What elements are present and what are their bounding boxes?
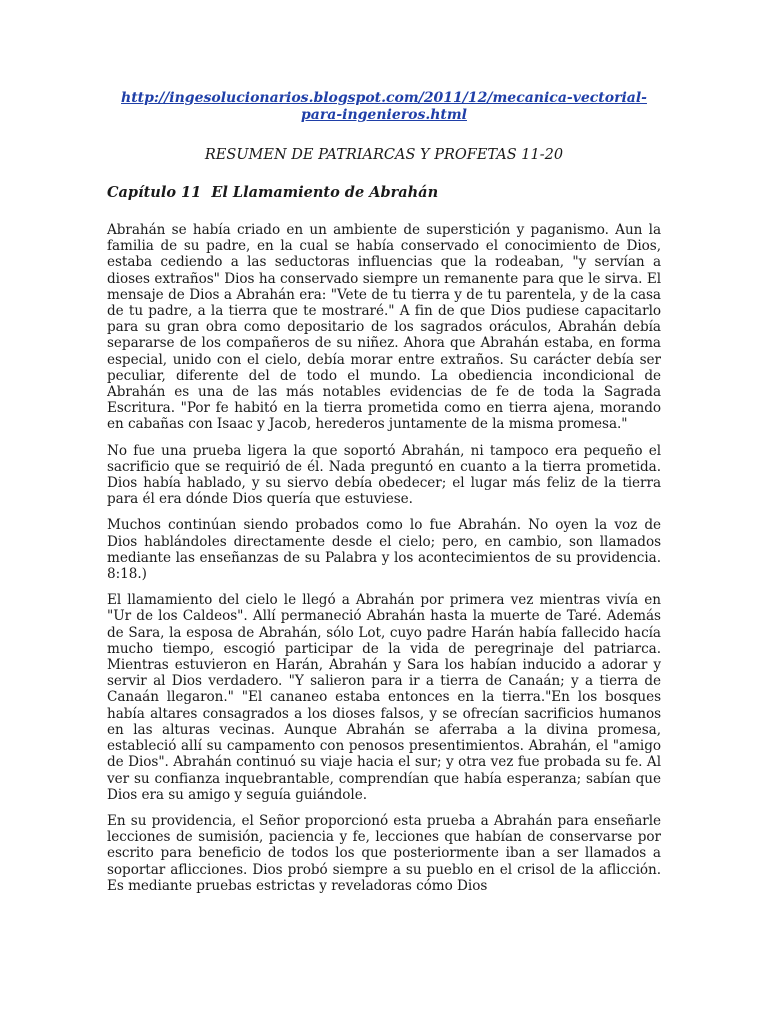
paragraph-1: Abrahán se había criado en un ambiente de superstición y paganismo. Aun la familia de su padre, en la cual se había conservado el conocimiento de Dios, estaba cediendo a las seductoras influencias que la rodeaban, "y servían a dioses extraños" Dios ha conservado siempre un remanente para que le sirva. El mensaje de Dios a Abrahán era: "Vete de tu tierra y de tu parentela, y de la casa de tu padre, a la tierra que te mostraré." A fin de que Dios pudiese capacitarlo para su gran obra como depositario de los sagrados oráculos, Abrahán debía separarse de los compañeros de su niñez. Ahora que Abrahán estaba, en forma especial, unido con el cielo, debía morar entre extraños. Su carácter debía ser peculiar, diferente del de todo el mundo. La obediencia incondicional de Abrahán es una de las más notables evidencias de fe de toda la Sagrada Escritura. "Por fe habitó en la tierra prometida como en tierra ajena, morando en cabañas con Isaac y Jacob, herederos juntamente de la misma promesa." [107,222,661,433]
summary-title: RESUMEN DE PATRIARCAS Y PROFETAS 11-20 [204,147,564,163]
blog-link[interactable]: http://ingesolucionarios.blogspot.com/2011/12/mecanica-vectorial-para-ingenieros.html [121,90,647,123]
document-page [107,90,661,904]
chapter-title: Capítulo 11 El Llamamiento de Abrahán [107,184,439,201]
paragraph-5: En su providencia, el Señor proporcionó esta prueba a Abrahán para enseñarle lecciones de sumisión, paciencia y fe, lecciones que habían de conservarse por escrito para beneficio de todos los que posteriormente iban a ser llamados a soportar aflicciones. Dios probó siempre a su pueblo en el crisol de la aflicción. Es mediante pruebas estrictas y reveladoras cómo Dios [107,812,661,894]
paragraph-4: El llamamiento del cielo le llegó a Abrahán por primera vez mientras vivía en "Ur de los Caldeos". Allí permaneció Abrahán hasta la muerte de Taré. Además de Sara, la esposa de Abrahán, sólo Lot, cuyo padre Harán había fallecido hacía mucho tiempo, escogió participar de la vida de peregrinaje del patriarca. Mientras estuvieron en Harán, Abrahán y Sara los habían inducido a adorar y servir al Dios verdadero. "Y salieron para ir a tierra de Canaán; y a tierra de Canaán llegaron." "El cananeo estaba entonces en la tierra."En los bosques había altares consagrados a los dioses falsos, y se ofrecían sacrificios humanos en las alturas vecinas. Aunque Abrahán se aferraba a la divina promesa, estableció allí su campamento con penosos presentimientos. Abrahán, el "amigo de Dios". Abrahán continuó su viaje hacia el sur; y otra vez fue probada su fe. Al ver su confianza inquebrantable, comprendían que había esperanza; sabían que Dios era su amigo y seguía guiándole. [107,592,661,803]
paragraph-2: No fue una prueba ligera la que soportó Abrahán, ni tampoco era pequeño el sacrificio que se requirió de él. Nada preguntó en cuanto a la tierra prometida. Dios había hablado, y su siervo debía obedecer; el lugar más feliz de la tierra para él era dónde Dios quería que estuviese. [107,442,661,508]
paragraph-3: Muchos continúan siendo probados como lo fue Abrahán. No oyen la voz de Dios hablándoles directamente desde el cielo; pero, en cambio, son llamados mediante las enseñanzas de su Palabra y los acontecimientos de su providencia. 8:18.) [107,517,661,583]
